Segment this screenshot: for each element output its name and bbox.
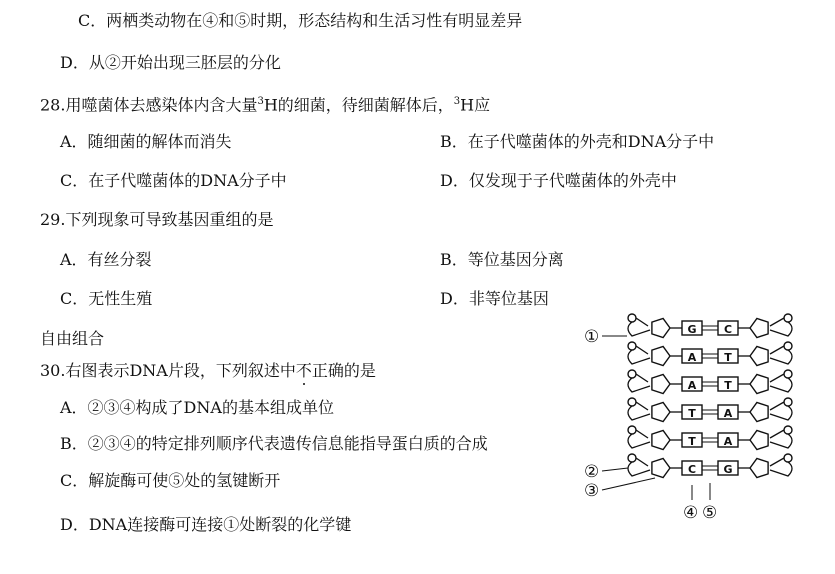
label-5: ⑤: [702, 503, 718, 523]
q28-superscript-2: 3: [453, 96, 461, 107]
base-left-label: T: [688, 435, 696, 448]
phosphate-left: [628, 398, 636, 406]
base-left-label: T: [688, 407, 696, 420]
deoxyribose-right: [750, 347, 768, 366]
base-left-label: A: [687, 379, 697, 392]
q30-option-c: C．解旋酶可使⑤处的氢键断开: [60, 471, 281, 490]
deoxyribose-right: [750, 431, 768, 450]
q28-option-a: A．随细菌的解体而消失: [60, 132, 232, 151]
deoxyribose-left: [652, 347, 670, 366]
label-1: ①: [584, 327, 600, 347]
base-right-label: C: [723, 323, 733, 336]
base-right-label: T: [724, 379, 732, 392]
base-right-label: T: [724, 351, 732, 364]
label-2: ②: [584, 462, 600, 482]
phosphate-right: [784, 314, 792, 322]
label-2-leader: [602, 468, 628, 471]
q29-option-d: D．非等位基因: [440, 289, 549, 308]
phosphate-bond-right: [770, 430, 784, 438]
backbone-left: [628, 322, 650, 336]
phosphate-bond-left: [636, 430, 648, 438]
q28-option-c: C．在子代噬菌体的DNA分子中: [60, 171, 287, 190]
q30-stem-part2: 正确的是: [311, 361, 376, 380]
q30-option-a: A．②③④构成了DNA的基本组成单位: [60, 398, 334, 417]
phosphate-right: [784, 426, 792, 434]
deoxyribose-right: [750, 319, 768, 338]
phosphate-bond-left: [636, 318, 648, 326]
phosphate-right: [784, 342, 792, 350]
q29-option-b: B．等位基因分离: [440, 250, 564, 269]
phosphate-left: [628, 454, 636, 462]
backbone-left: [628, 350, 650, 364]
label-4: ④: [683, 503, 699, 523]
dna-rungs: [628, 314, 792, 478]
phosphate-bond-right: [770, 318, 784, 326]
phosphate-bond-right: [770, 374, 784, 382]
q28-superscript-1: 3: [257, 96, 264, 107]
phosphate-left: [628, 314, 636, 322]
label-3: ③: [584, 481, 600, 501]
phosphate-bond-right: [770, 402, 784, 410]
phosphate-bond-left: [636, 374, 648, 382]
q28-stem: [40, 91, 490, 116]
base-left-label: A: [687, 351, 697, 364]
deoxyribose-right: [750, 375, 768, 394]
backbone-left: [628, 406, 650, 420]
deoxyribose-right: [750, 403, 768, 422]
q29-option-d-continued: 自由组合: [40, 329, 105, 348]
base-right-label: A: [723, 435, 733, 448]
label-3-leader: [602, 478, 655, 490]
q29-stem: 29.下列现象可导致基因重组的是: [40, 210, 274, 229]
phosphate-bond-left: [636, 402, 648, 410]
base-left-label: G: [687, 323, 697, 336]
phosphate-right: [784, 454, 792, 462]
deoxyribose-left: [652, 375, 670, 394]
phosphate-right: [784, 398, 792, 406]
q28-stem-part1: 28.用噬菌体去感染体内含大量: [40, 95, 258, 115]
q29-option-a: A．有丝分裂: [60, 250, 152, 269]
q30-stem: [40, 360, 376, 382]
phosphate-left: [628, 370, 636, 378]
q30-option-b: B．②③④的特定排列顺序代表遗传信息能指导蛋白质的合成: [60, 434, 488, 453]
phosphate-bond-right: [770, 458, 784, 466]
dna-fragment-diagram: [580, 300, 830, 525]
deoxyribose-left: [652, 459, 670, 478]
phosphate-right: [784, 370, 792, 378]
deoxyribose-left: [652, 403, 670, 422]
q28-option-d: D．仅发现于子代噬菌体的外壳中: [440, 171, 677, 190]
backbone-left: [628, 378, 650, 392]
q28-stem-part2: H的细菌，待细菌解体后，: [263, 95, 454, 115]
deoxyribose-left: [652, 431, 670, 450]
q28-option-b: B．在子代噬菌体的外壳和DNA分子中: [440, 132, 715, 151]
phosphate-left: [628, 426, 636, 434]
q30-emphasis-word: 不: [295, 361, 312, 380]
backbone-left: [628, 462, 650, 476]
phosphate-left: [628, 342, 636, 350]
phosphate-bond-left: [636, 346, 648, 354]
phosphate-bond-right: [770, 346, 784, 354]
q30-stem-part1: 30.右图表示DNA片段，下列叙述中: [40, 361, 296, 380]
q28-stem-part3: H应: [460, 95, 491, 115]
backbone-left: [628, 434, 650, 448]
q29-option-c: C．无性生殖: [60, 289, 153, 308]
q30-option-d: D．DNA连接酶可连接①处断裂的化学键: [60, 515, 352, 534]
q27-option-c: C．两栖类动物在④和⑤时期，形态结构和生活习性有明显差异: [78, 11, 523, 30]
q27-option-d: D．从②开始出现三胚层的分化: [60, 53, 281, 72]
base-left-label: C: [687, 463, 697, 476]
base-right-label: G: [723, 463, 733, 476]
base-right-label: A: [723, 407, 733, 420]
deoxyribose-left: [652, 319, 670, 338]
phosphate-bond-left: [636, 458, 648, 466]
deoxyribose-right: [750, 459, 768, 478]
